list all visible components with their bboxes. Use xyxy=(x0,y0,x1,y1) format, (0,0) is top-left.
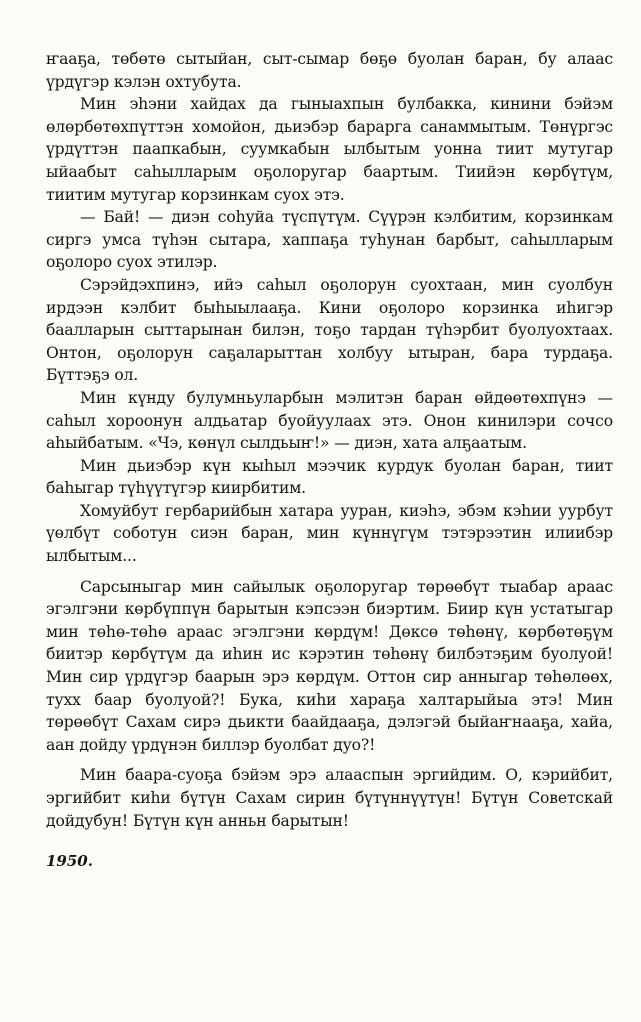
body-text xyxy=(46,48,613,832)
paragraph-1: ҥааҕа, төбөтө сытыйан, сыт-сымар бөҕө буолан баран, бу алаас үрдүгэр кэлэн охтубута. xyxy=(46,50,613,91)
paragraph-2: Мин эһэни хайдах да гыныахпын булбакка, кинини бэйэм өлөрбөтөхпүттэн хомойон, дьиэбэр бараргa санаммытым. Төнүргэс үрдүттэн паапкабын, суумкабын ылбытым уонна тиит мутугар ыйаабыт саһылларым оҕолоругар баартым. Тиийэн көрбүтүм, тиитим мутугар корзинкам суох этэ. xyxy=(46,95,613,204)
paragraph-9: Мин баара-суоҕа бэйэм эрэ алааспын эргийдим. О, кэрийбит, эргийбит киһи бүтүн Сахам сирин бүтүннүүтүн! Бүтүн Советскай дойдубун! Бүтүн күн анньн барытын! xyxy=(46,766,613,830)
paragraph-8: Сарсыныгар мин сайылык оҕолоругар төрөөбүт тыабар араас эгэлгэни көрбүппүн барытын кэпсээн биэртим. Биир күн устатыгар мин төһө-төһө араас эгэлгэни көрдүм! Дөксө төһөнү, көрбөтөҕүм биитэр көрбүтүм да иһин ис кэрэтин төһөнү билбэтэҕим буолуой! Мин сир үрдүгэр баарын эрэ көрдүм. Оттон сир анныгар төһөлөөх, тухх баар буолуой?! Бука, киһи хараҕа халтарыйыа этэ! Мин төрөөбүт Сахам сирэ дьикти баайдааҕа, дэлэгэй быйаҥнааҕа, хайа, аан дойду үрдүнэн биллэр буолбат дуо?! xyxy=(46,577,613,754)
paragraph-3: — Бай! — диэн соһуйа түспүтүм. Сүүрэн кэлбитим, корзинкам сиргэ умса түһэн сытара, хаппаҕа туһунан барбыт, саһылларым оҕолоро суох этилэр. xyxy=(46,208,613,272)
paragraph-5: Мин күнду булумньуларбын мэлитэн баран өйдөөтөхпүнэ — саһыл хороонун алдьатар буойуулаах этэ. Онон кинилэри сочcо аһыйбатым. «Чэ, көнүл сылдьыҥ!» — диэн, хата алҕаатым. xyxy=(46,388,613,453)
date-signature: 1950. xyxy=(46,852,93,871)
paragraph-4: Сэрэйдэхпинэ, ийэ саһыл оҕолорун суохтаан, мин суолбун ирдээн кэлбит быһыылааҕа. Кини оҕолоро корзинка иһигэр баалларын сыттарынан билэн, тоҕо тардан түһэрбит буолуохтаах. Онтон, оҕолорун саҕаларыттан холбуу ытыран, бара турдаҕа. Бүттэҕэ ол. xyxy=(46,275,613,385)
paragraph-7: Хомуйбут гербарийбын хатара ууран, киэһэ, эбэм кэһии уурбут үөлбүт соботун сиэн баран, мин күннүгүм тэтэрээтин илиибэр ылбытым... xyxy=(46,501,613,566)
paragraph-6: Мин дьиэбэр күн кыһыл мээчик курдук буолан баран, тиит баһыгар түһүүтүгэр киирбитим. xyxy=(46,456,613,498)
